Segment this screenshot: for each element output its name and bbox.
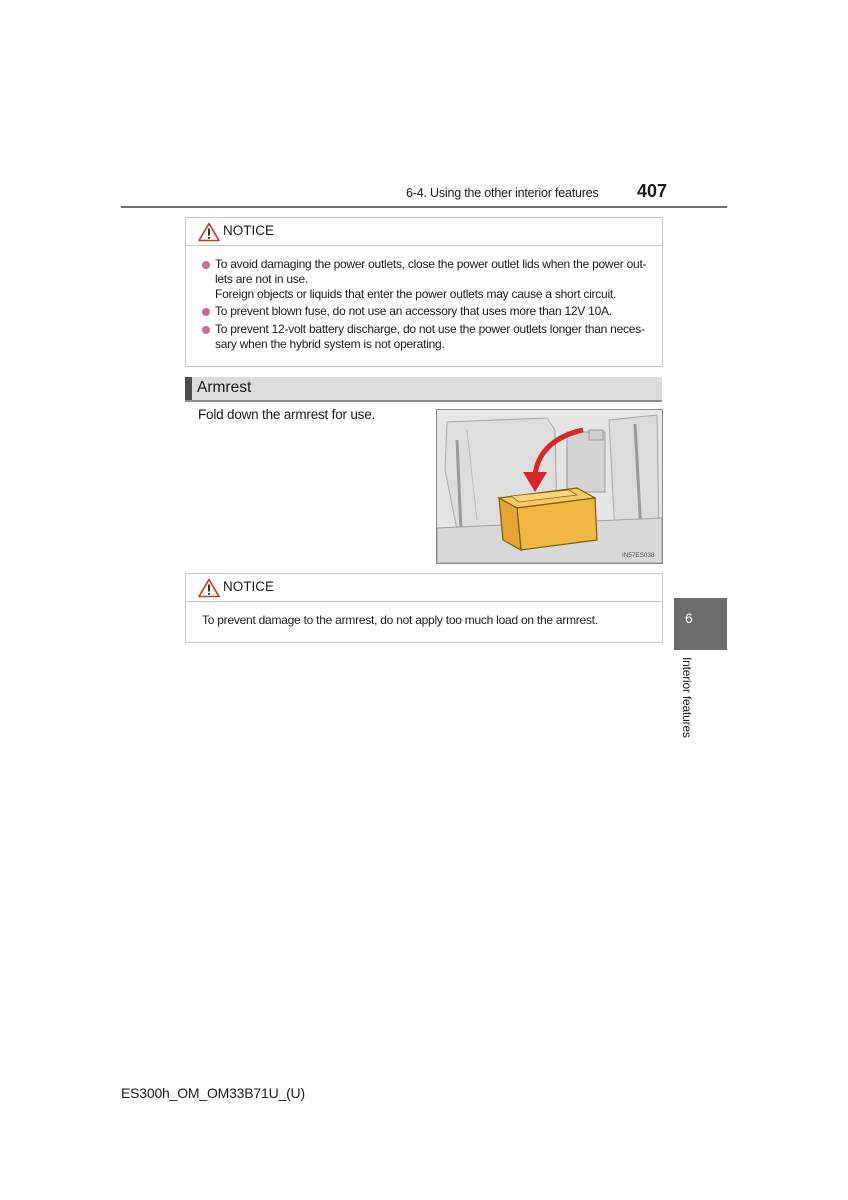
- chapter-number: 6: [685, 610, 693, 626]
- notice-box-armrest: [185, 573, 663, 643]
- notice-text: To prevent damage to the armrest, do not apply too much load on the armrest.: [202, 613, 598, 627]
- section-accent: [185, 377, 192, 400]
- armrest-instruction: Fold down the armrest for use.: [198, 407, 376, 422]
- notice-title: NOTICE: [223, 223, 275, 238]
- armrest-illustration: [436, 409, 663, 564]
- bullet-dot-icon: [202, 326, 210, 334]
- notice-bullet: [202, 257, 648, 301]
- notice-box-power-outlets: [185, 217, 663, 367]
- bullet-line: lets are not in use.: [215, 271, 309, 286]
- notice-header: [186, 218, 662, 246]
- footer-document-code: ES300h_OM_OM33B71U_(U): [121, 1085, 305, 1101]
- bullet-dot-icon: [202, 308, 210, 316]
- armrest-illustration-drawing: [437, 410, 662, 563]
- bullet-line: To prevent blown fuse, do not use an accessory that uses more than 12V 10A.: [215, 304, 612, 319]
- section-underline: [185, 400, 662, 402]
- bullet-line: To prevent 12-volt battery discharge, do not use the power outlets longer than neces-: [215, 322, 645, 337]
- warning-triangle-icon: [198, 578, 220, 598]
- bullet-line: Foreign objects or liquids that enter the power outlets may cause a short circuit.: [215, 286, 617, 301]
- notice-header: [186, 574, 662, 602]
- warning-triangle-icon: [198, 222, 220, 242]
- header-rule: [121, 206, 727, 208]
- notice-bullet: [202, 322, 648, 352]
- notice-body: [186, 246, 662, 368]
- illustration-code: IN57ES038: [622, 552, 655, 559]
- chapter-label: Interior features: [680, 657, 694, 738]
- header-section-title: 6-4. Using the other interior features: [406, 186, 599, 200]
- chapter-tab: [674, 598, 727, 650]
- section-heading-bar: [185, 377, 662, 400]
- section-title: Armrest: [197, 379, 252, 396]
- notice-bullet: [202, 304, 648, 319]
- page-number: 407: [637, 181, 668, 201]
- notice-title: NOTICE: [223, 579, 275, 594]
- notice-body: [186, 602, 662, 641]
- bullet-dot-icon: [202, 261, 210, 269]
- bullet-line: sary when the hybrid system is not operating.: [215, 336, 445, 351]
- bullet-line: To avoid damaging the power outlets, close the power outlet lids when the power out-: [215, 257, 647, 271]
